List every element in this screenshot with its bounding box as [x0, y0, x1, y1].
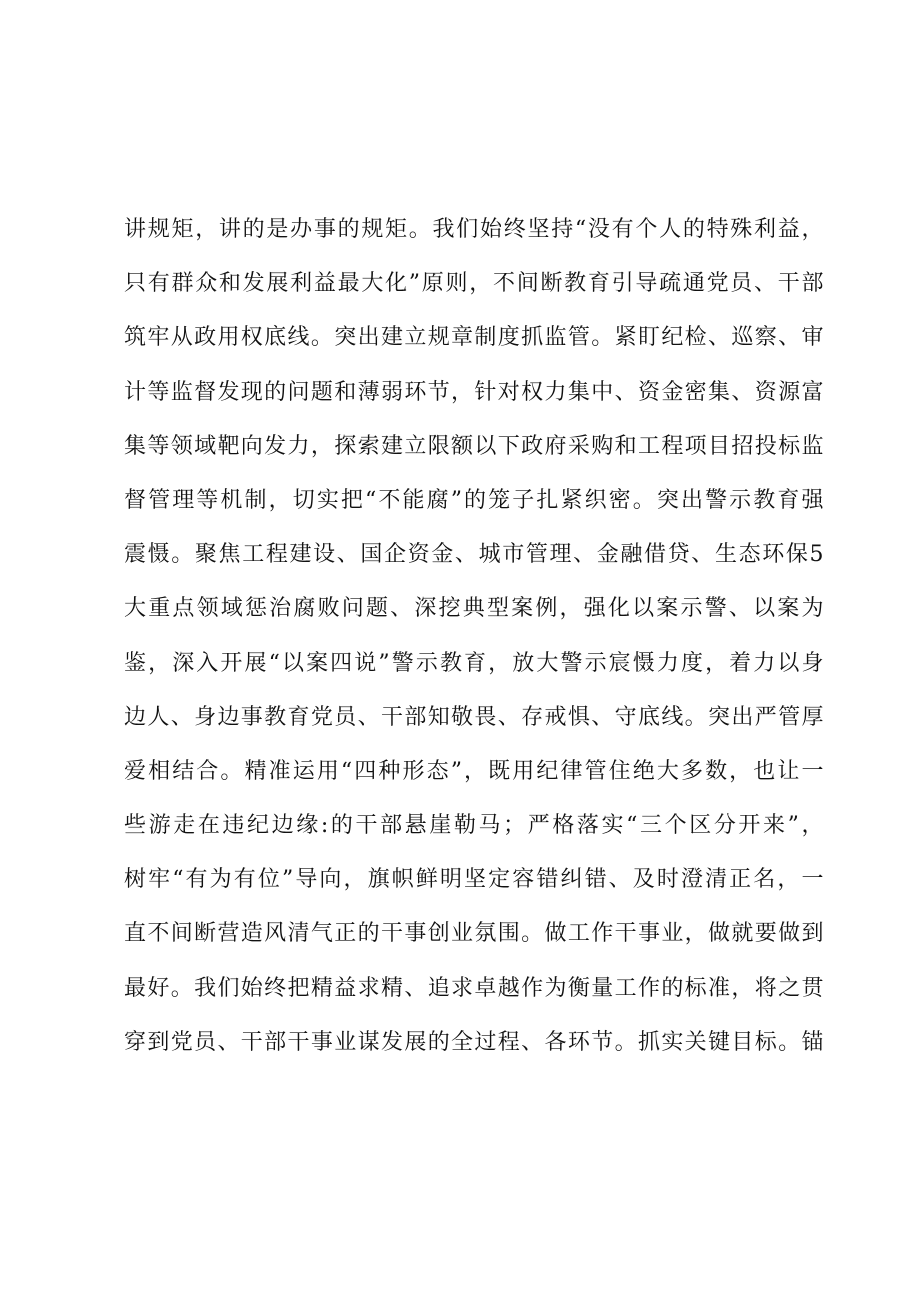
text-line: 大重点领域惩治腐败问题、深挖典型案例，强化以案示警、以案为: [124, 596, 824, 622]
text-line: 最好。我们始终把精益求精、追求卓越作为衡量工作的标准，将之贯: [124, 975, 824, 1001]
text-line: 震慑。聚焦工程建设、国企资金、城市管理、金融借贷、生态环保5: [124, 542, 824, 568]
text-line: 计等监督发现的问题和薄弱环节，针对权力集中、资金密集、资源富: [124, 379, 824, 405]
text-line: 鉴，深入开展“以案四说”警示教育，放大警示宸慑力度，着力以身: [124, 650, 824, 676]
text-line: 只有群众和发展利益最大化”原则，不间断教育引导疏通党员、干部: [124, 271, 824, 297]
body-text: [124, 215, 824, 1082]
text-line: 爱相结合。精准运用“四种形态”，既用纪律管住绝大多数，也让一: [124, 758, 824, 784]
text-line: 集等领域靶向发力，探索建立限额以下政府采购和工程项目招投标监: [124, 433, 824, 459]
text-line: 直不间断营造风清气正的干事创业氛围。做工作干事业，做就要做到: [124, 921, 824, 947]
text-line: 讲规矩，讲的是办事的规矩。我们始终坚持“没有个人的特殊利益，: [124, 217, 824, 242]
text-line: 筑牢从政用权底线。突出建立规章制度抓监管。紧盯纪检、巡察、审: [124, 325, 824, 351]
text-line: 穿到党员、干部干事业谋发展的全过程、各环节。抓实关键目标。锚: [124, 1029, 824, 1055]
text-line: 树牢“有为有位”导向，旗帜鲜明坚定容错纠错、及时澄清正名，一: [124, 867, 824, 893]
text-line: 些游走在违纪边缘:的干部悬崖勒马；严格落实“三个区分开来”，: [124, 813, 824, 839]
text-line: 督管理等机制，切实把“不能腐”的笼子扎紧织密。突出警示教育强: [124, 487, 824, 513]
text-line: 边人、身边事教育党员、干部知敬畏、存戒惧、守底线。突出严管厚: [124, 704, 824, 730]
